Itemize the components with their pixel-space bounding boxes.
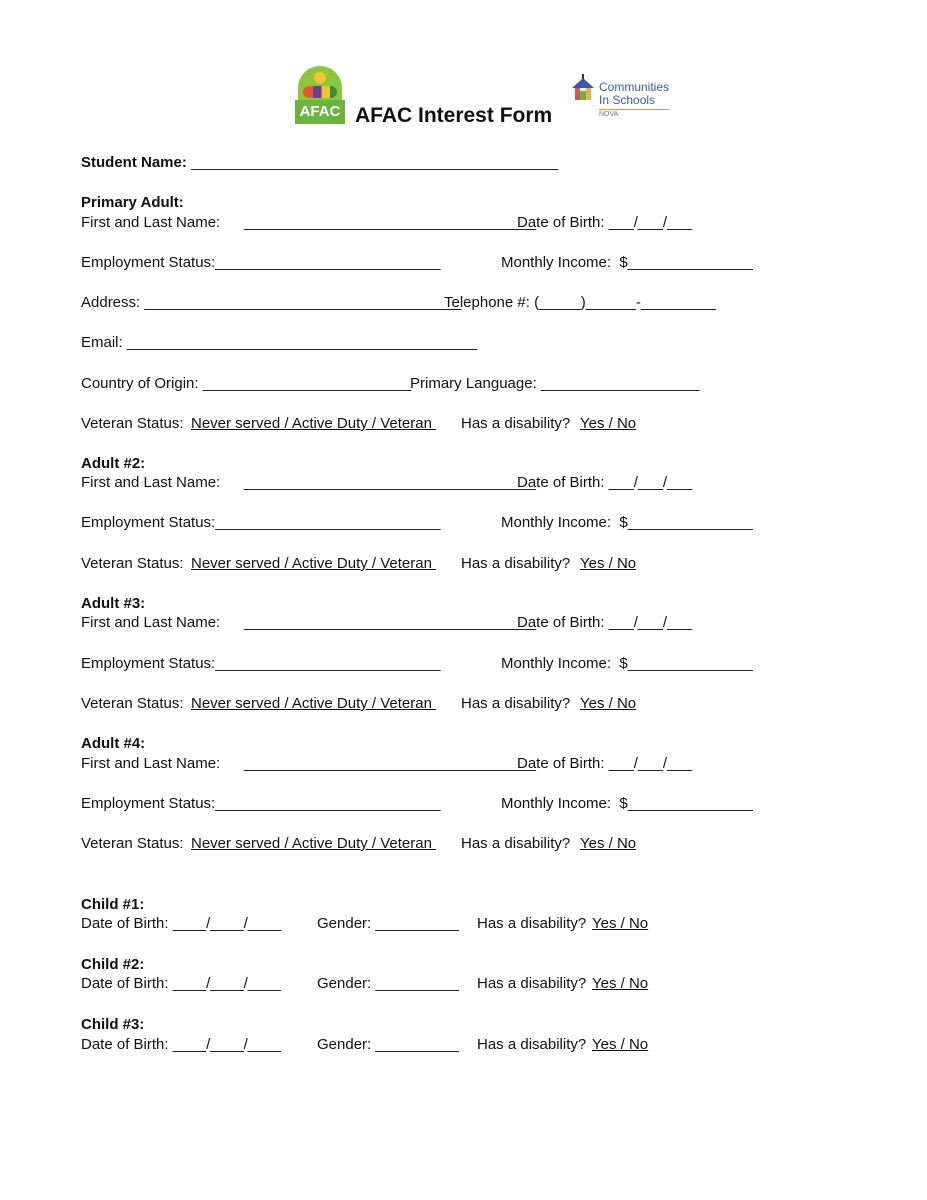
primary-adult-veteran-label: Veteran Status:	[81, 415, 184, 432]
adult-4-heading: Adult #4:	[81, 735, 146, 752]
primary-adult-disability-label: Has a disability?	[461, 415, 571, 432]
adult-3-dob-field[interactable]: Date of Birth: ___/___/___	[517, 614, 693, 631]
child-1-gender-field[interactable]: Gender: __________	[317, 915, 459, 932]
adult-3-name-label: First and Last Name:	[81, 614, 221, 631]
primary-adult-telephone-field[interactable]: Telephone #: (_____)______-_________	[444, 294, 716, 311]
communities-in-schools-logo	[568, 70, 672, 120]
adult-2-veteran-options[interactable]: Never served / Active Duty / Veteran	[191, 555, 437, 572]
adult-4-disability-options[interactable]: Yes / No	[580, 835, 637, 852]
child-1-disability-options[interactable]: Yes / No	[592, 915, 649, 932]
adult-2-veteran-label: Veteran Status:	[81, 555, 184, 572]
primary-adult-disability-options[interactable]: Yes / No	[580, 415, 637, 432]
primary-adult-veteran-options[interactable]: Never served / Active Duty / Veteran	[191, 415, 437, 432]
adult-4-income-field[interactable]: Monthly Income: $_______________	[501, 795, 753, 812]
adult-3-veteran-options[interactable]: Never served / Active Duty / Veteran	[191, 695, 437, 712]
adult-4-veteran-options[interactable]: Never served / Active Duty / Veteran	[191, 835, 437, 852]
child-3-gender-field[interactable]: Gender: __________	[317, 1036, 459, 1053]
child-3-disability-options[interactable]: Yes / No	[592, 1036, 649, 1053]
page-title: AFAC Interest Form	[355, 104, 553, 127]
primary-adult-employment-field[interactable]: Employment Status:___________________________	[81, 254, 441, 271]
afac-logo	[295, 66, 345, 124]
adult-4-veteran-label: Veteran Status:	[81, 835, 184, 852]
student-name-label: Student Name:	[81, 154, 187, 171]
adult-4-dob-field[interactable]: Date of Birth: ___/___/___	[517, 755, 693, 772]
adult-4-name-label: First and Last Name:	[81, 755, 221, 772]
afac-logo-produce	[303, 86, 337, 98]
primary-adult-address-field[interactable]: Address: ______________________________________	[81, 294, 462, 311]
adult-2-name-label: First and Last Name:	[81, 474, 221, 491]
adult-3-employment-field[interactable]: Employment Status:___________________________	[81, 655, 441, 672]
primary-adult-heading: Primary Adult:	[81, 194, 184, 211]
student-name-field[interactable]: ____________________________________________	[191, 154, 559, 171]
primary-adult-language-field[interactable]: Primary Language: ___________________	[410, 375, 700, 392]
adult-2-name-field[interactable]: ___________________________________	[244, 474, 536, 491]
child-2-disability-label: Has a disability?	[477, 975, 587, 992]
adult-3-name-field[interactable]: ___________________________________	[244, 614, 536, 631]
adult-4-disability-label: Has a disability?	[461, 835, 571, 852]
child-3-disability-label: Has a disability?	[477, 1036, 587, 1053]
child-1-dob-field[interactable]: Date of Birth: ____/____/____	[81, 915, 282, 932]
adult-2-dob-field[interactable]: Date of Birth: ___/___/___	[517, 474, 693, 491]
adult-3-veteran-label: Veteran Status:	[81, 695, 184, 712]
child-2-disability-options[interactable]: Yes / No	[592, 975, 649, 992]
child-1-disability-label: Has a disability?	[477, 915, 587, 932]
child-2-dob-field[interactable]: Date of Birth: ____/____/____	[81, 975, 282, 992]
adult-2-disability-options[interactable]: Yes / No	[580, 555, 637, 572]
school-house-icon	[568, 74, 598, 104]
adult-3-disability-options[interactable]: Yes / No	[580, 695, 637, 712]
adult-3-income-field[interactable]: Monthly Income: $_______________	[501, 655, 753, 672]
child-2-gender-field[interactable]: Gender: __________	[317, 975, 459, 992]
cis-logo-line1: Communities	[599, 80, 670, 94]
child-3-dob-field[interactable]: Date of Birth: ____/____/____	[81, 1036, 282, 1053]
primary-adult-name-label: First and Last Name:	[81, 214, 221, 231]
child-2-heading: Child #2:	[81, 956, 145, 973]
primary-adult-name-field[interactable]: ___________________________________	[244, 214, 536, 231]
adult-2-heading: Adult #2:	[81, 455, 146, 472]
adult-4-name-field[interactable]: ___________________________________	[244, 755, 536, 772]
adult-3-disability-label: Has a disability?	[461, 695, 571, 712]
child-3-heading: Child #3:	[81, 1016, 145, 1033]
child-1-heading: Child #1:	[81, 896, 145, 913]
primary-adult-country-field[interactable]: Country of Origin: _________________________	[81, 375, 412, 392]
adult-2-disability-label: Has a disability?	[461, 555, 571, 572]
adult-2-income-field[interactable]: Monthly Income: $_______________	[501, 514, 753, 531]
adult-4-employment-field[interactable]: Employment Status:___________________________	[81, 795, 441, 812]
cis-logo-sub: NOVA	[599, 111, 619, 118]
adult-3-heading: Adult #3:	[81, 595, 146, 612]
primary-adult-dob-field[interactable]: Date of Birth: ___/___/___	[517, 214, 693, 231]
primary-adult-email-field[interactable]: Email: __________________________________________	[81, 334, 478, 351]
primary-adult-income-field[interactable]: Monthly Income: $_______________	[501, 254, 753, 271]
afac-logo-text: AFAC	[295, 100, 345, 124]
adult-2-employment-field[interactable]: Employment Status:___________________________	[81, 514, 441, 531]
cis-logo-line2: In Schools	[599, 93, 656, 107]
